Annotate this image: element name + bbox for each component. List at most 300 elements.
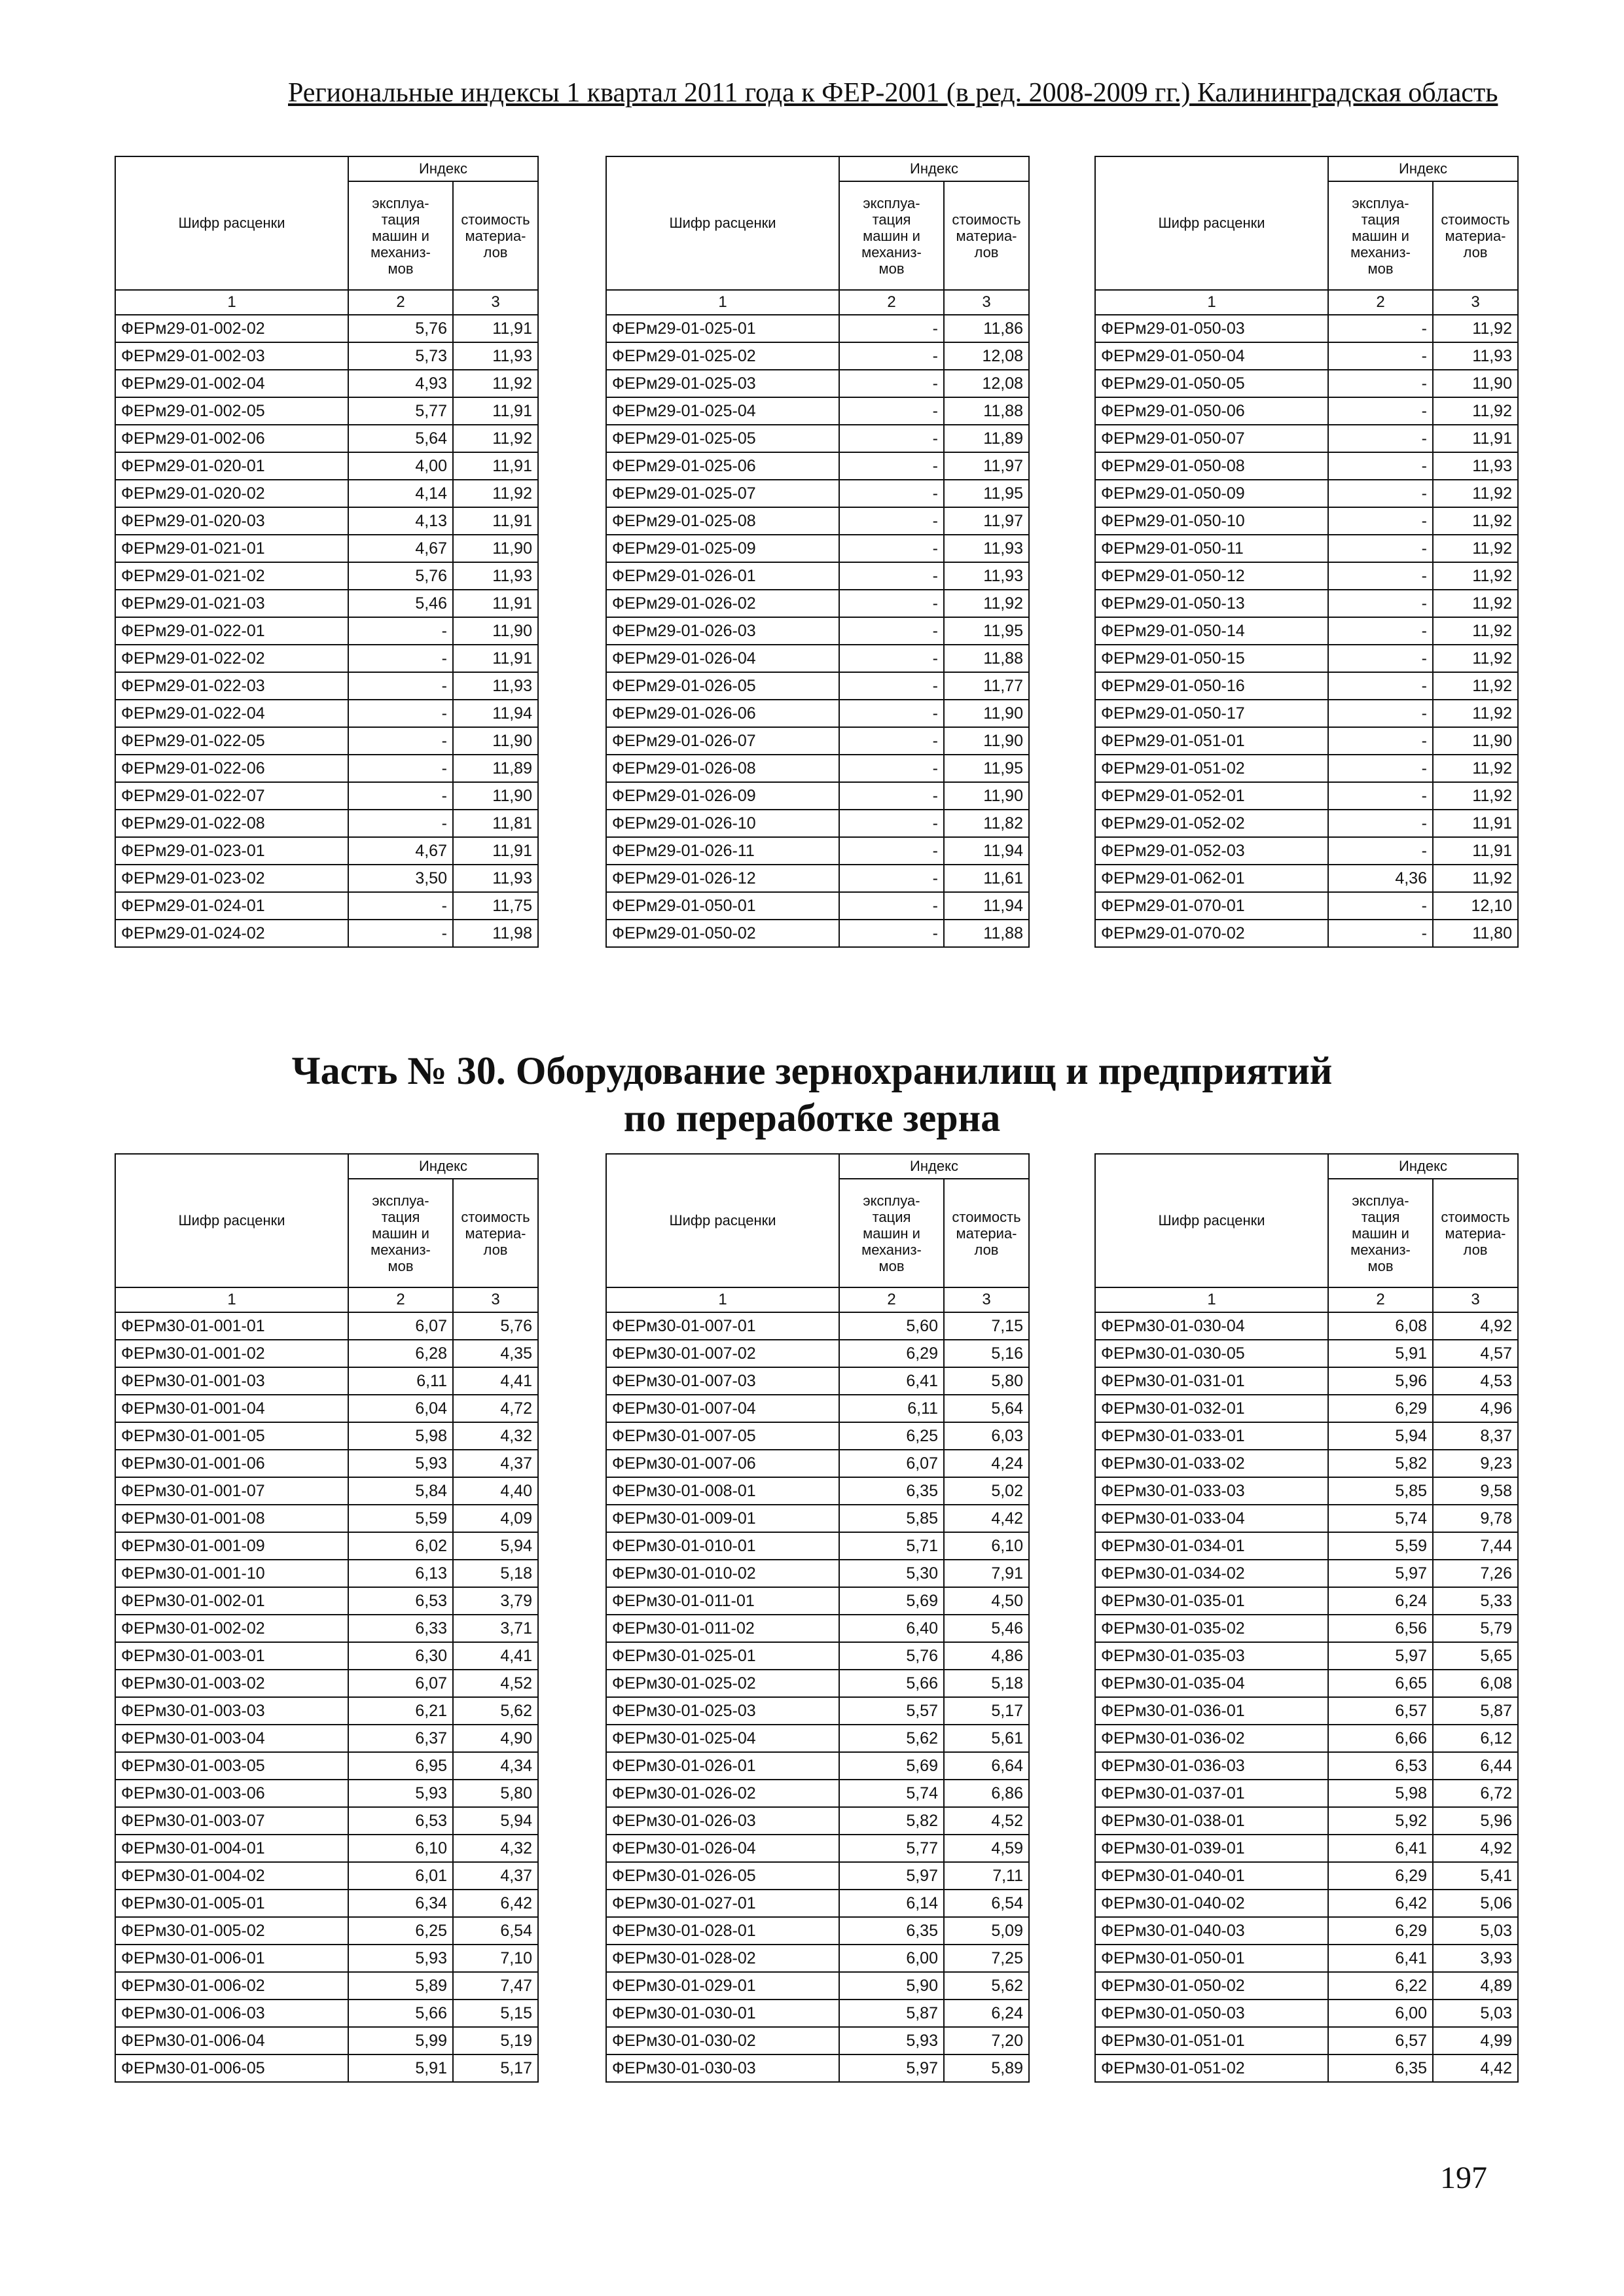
table-row: [1095, 1505, 1518, 1532]
table-row: [1095, 1890, 1518, 1917]
rate-code-cell: ФЕРм29-01-050-01: [606, 892, 839, 920]
table-row: [115, 315, 538, 342]
rate-code-cell: ФЕРм29-01-050-11: [1095, 535, 1328, 562]
rate-code-cell: ФЕРм30-01-035-03: [1095, 1642, 1328, 1670]
machines-index-cell: 5,97: [1328, 1642, 1433, 1670]
materials-index-cell: 11,94: [453, 700, 538, 727]
column-header-machines: эксплуа- тация машин и механиз- мов: [1328, 1179, 1433, 1287]
rate-code-cell: ФЕРм30-01-037-01: [1095, 1780, 1328, 1807]
materials-index-cell: 4,92: [1433, 1312, 1518, 1340]
machines-index-cell: 6,33: [348, 1615, 453, 1642]
machines-index-cell: -: [839, 645, 944, 672]
table-row: [1095, 315, 1518, 342]
materials-index-cell: 9,23: [1433, 1450, 1518, 1477]
table-row: [606, 920, 1029, 947]
table-row: [115, 755, 538, 782]
materials-index-cell: 5,80: [944, 1367, 1029, 1395]
machines-index-cell: 6,30: [348, 1642, 453, 1670]
rate-code-cell: ФЕРм30-01-002-01: [115, 1587, 348, 1615]
rate-code-cell: ФЕРм29-01-026-07: [606, 727, 839, 755]
rate-code-cell: ФЕРм30-01-001-06: [115, 1450, 348, 1477]
table-row: [606, 1367, 1029, 1395]
materials-index-cell: 4,59: [944, 1835, 1029, 1862]
materials-index-cell: 5,64: [944, 1395, 1029, 1422]
materials-index-cell: 5,94: [453, 1532, 538, 1560]
materials-index-cell: 11,91: [1433, 837, 1518, 865]
rate-code-cell: ФЕРм29-01-050-16: [1095, 672, 1328, 700]
column-header-materials: стоимость материа- лов: [453, 181, 538, 290]
rate-code-cell: ФЕРм29-01-026-09: [606, 782, 839, 810]
materials-index-cell: 3,71: [453, 1615, 538, 1642]
table-row: [606, 1835, 1029, 1862]
rate-code-cell: ФЕРм30-01-006-02: [115, 1972, 348, 2000]
rate-code-cell: ФЕРм29-01-050-02: [606, 920, 839, 947]
machines-index-cell: 4,67: [348, 535, 453, 562]
rate-code-cell: ФЕРм29-01-023-01: [115, 837, 348, 865]
machines-index-cell: 5,69: [839, 1752, 944, 1780]
table-row: [606, 1642, 1029, 1670]
materials-index-cell: 4,09: [453, 1505, 538, 1532]
materials-index-cell: 4,35: [453, 1340, 538, 1367]
rate-code-cell: ФЕРм30-01-026-03: [606, 1807, 839, 1835]
table-row: [606, 1340, 1029, 1367]
machines-index-cell: 5,59: [348, 1505, 453, 1532]
rate-code-cell: ФЕРм30-01-009-01: [606, 1505, 839, 1532]
rate-code-cell: ФЕРм30-01-031-01: [1095, 1367, 1328, 1395]
table-header-row: [115, 1154, 538, 1179]
rate-code-cell: ФЕРм29-01-022-02: [115, 645, 348, 672]
machines-index-cell: 4,00: [348, 452, 453, 480]
materials-index-cell: 4,53: [1433, 1367, 1518, 1395]
machines-index-cell: 5,98: [348, 1422, 453, 1450]
table-row: [1095, 1752, 1518, 1780]
table-row: [606, 425, 1029, 452]
rate-code-cell: ФЕРм29-01-070-02: [1095, 920, 1328, 947]
table-row: [115, 2027, 538, 2054]
table-row: [606, 2000, 1029, 2027]
table-row: [115, 920, 538, 947]
table-row: [606, 562, 1029, 590]
rate-code-cell: ФЕРм30-01-039-01: [1095, 1835, 1328, 1862]
materials-index-cell: 11,94: [944, 837, 1029, 865]
rate-code-cell: ФЕРм30-01-003-01: [115, 1642, 348, 1670]
materials-index-cell: 11,90: [1433, 727, 1518, 755]
materials-index-cell: 11,92: [1433, 590, 1518, 617]
materials-index-cell: 5,17: [944, 1697, 1029, 1725]
table-header-row: [1095, 156, 1518, 181]
machines-index-cell: 6,37: [348, 1725, 453, 1752]
rate-code-cell: ФЕРм29-01-026-12: [606, 865, 839, 892]
machines-index-cell: -: [839, 920, 944, 947]
rate-code-cell: ФЕРм30-01-025-04: [606, 1725, 839, 1752]
table-row: [1095, 1642, 1518, 1670]
machines-index-cell: -: [348, 920, 453, 947]
table-row: [606, 397, 1029, 425]
table-row: [1095, 727, 1518, 755]
table-row: [115, 2000, 538, 2027]
materials-index-cell: 4,37: [453, 1450, 538, 1477]
table-row: [1095, 1780, 1518, 1807]
machines-index-cell: 6,35: [839, 1477, 944, 1505]
table-row: [1095, 1422, 1518, 1450]
table-row: [1095, 2000, 1518, 2027]
table-row: [115, 782, 538, 810]
materials-index-cell: 5,76: [453, 1312, 538, 1340]
rate-code-cell: ФЕРм30-01-040-01: [1095, 1862, 1328, 1890]
machines-index-cell: 5,85: [839, 1505, 944, 1532]
materials-index-cell: 5,62: [453, 1697, 538, 1725]
rate-index-table: [605, 156, 1030, 948]
rate-code-cell: ФЕРм29-01-052-02: [1095, 810, 1328, 837]
table-row: [606, 535, 1029, 562]
rate-code-cell: ФЕРм29-01-051-01: [1095, 727, 1328, 755]
rate-code-cell: ФЕРм29-01-002-02: [115, 315, 348, 342]
rate-code-cell: ФЕРм30-01-026-01: [606, 1752, 839, 1780]
table-row: [1095, 1697, 1518, 1725]
materials-index-cell: 5,46: [944, 1615, 1029, 1642]
table-row: [115, 370, 538, 397]
machines-index-cell: 5,97: [839, 2054, 944, 2082]
materials-index-cell: 11,92: [453, 425, 538, 452]
materials-index-cell: 5,02: [944, 1477, 1029, 1505]
materials-index-cell: 5,65: [1433, 1642, 1518, 1670]
rate-code-cell: ФЕРм30-01-005-01: [115, 1890, 348, 1917]
machines-index-cell: -: [839, 507, 944, 535]
table-row: [115, 342, 538, 370]
table-row: [1095, 920, 1518, 947]
table-row: [606, 782, 1029, 810]
machines-index-cell: -: [1328, 452, 1433, 480]
rate-code-cell: ФЕРм29-01-025-01: [606, 315, 839, 342]
materials-index-cell: 11,80: [1433, 920, 1518, 947]
rate-code-cell: ФЕРм29-01-025-09: [606, 535, 839, 562]
rate-code-cell: ФЕРм30-01-030-02: [606, 2027, 839, 2054]
machines-index-cell: 5,62: [839, 1725, 944, 1752]
table-row: [1095, 425, 1518, 452]
materials-index-cell: 4,52: [944, 1807, 1029, 1835]
machines-index-cell: -: [1328, 920, 1433, 947]
rate-code-cell: ФЕРм30-01-026-05: [606, 1862, 839, 1890]
rate-code-cell: ФЕРм30-01-050-01: [1095, 1945, 1328, 1972]
rate-code-cell: ФЕРм30-01-028-02: [606, 1945, 839, 1972]
machines-index-cell: 3,50: [348, 865, 453, 892]
materials-index-cell: 4,96: [1433, 1395, 1518, 1422]
table-row: [606, 315, 1029, 342]
machines-index-cell: 5,64: [348, 425, 453, 452]
table-row: [606, 1422, 1029, 1450]
materials-index-cell: 9,78: [1433, 1505, 1518, 1532]
machines-index-cell: 5,82: [839, 1807, 944, 1835]
table-row: [606, 1697, 1029, 1725]
table-row: [1095, 892, 1518, 920]
rate-code-cell: ФЕРм29-01-026-11: [606, 837, 839, 865]
table-row: [606, 590, 1029, 617]
column-header-code: Шифр расценки: [115, 156, 348, 290]
rate-index-table: [115, 1153, 539, 2083]
materials-index-cell: 11,97: [944, 507, 1029, 535]
machines-index-cell: 5,77: [839, 1835, 944, 1862]
materials-index-cell: 11,91: [453, 645, 538, 672]
materials-index-cell: 11,93: [944, 535, 1029, 562]
table-row: [115, 1945, 538, 1972]
machines-index-cell: -: [839, 342, 944, 370]
table-row: [115, 1615, 538, 1642]
rate-code-cell: ФЕРм30-01-003-02: [115, 1670, 348, 1697]
machines-index-cell: 5,94: [1328, 1422, 1433, 1450]
table-row: [1095, 1532, 1518, 1560]
materials-index-cell: 5,62: [944, 1972, 1029, 2000]
table-row: [1095, 865, 1518, 892]
materials-index-cell: 11,90: [453, 727, 538, 755]
rate-code-cell: ФЕРм29-01-050-12: [1095, 562, 1328, 590]
table-row: [606, 342, 1029, 370]
rate-code-cell: ФЕРм30-01-007-04: [606, 1395, 839, 1422]
materials-index-cell: 5,06: [1433, 1890, 1518, 1917]
materials-index-cell: 9,58: [1433, 1477, 1518, 1505]
rate-code-cell: ФЕРм29-01-022-08: [115, 810, 348, 837]
column-number: 3: [1433, 290, 1518, 315]
column-number: 2: [1328, 1287, 1433, 1312]
table-row: [606, 1615, 1029, 1642]
page-number: 197: [1440, 2161, 1487, 2195]
table-row: [1095, 1862, 1518, 1890]
rate-code-cell: ФЕРм30-01-006-04: [115, 2027, 348, 2054]
materials-index-cell: 11,92: [1433, 672, 1518, 700]
materials-index-cell: 5,16: [944, 1340, 1029, 1367]
table-row: [606, 1587, 1029, 1615]
materials-index-cell: 11,88: [944, 920, 1029, 947]
rate-code-cell: ФЕРм30-01-025-03: [606, 1697, 839, 1725]
materials-index-cell: 5,33: [1433, 1587, 1518, 1615]
materials-index-cell: 11,94: [944, 892, 1029, 920]
rate-code-cell: ФЕРм29-01-020-01: [115, 452, 348, 480]
machines-index-cell: 6,35: [839, 1917, 944, 1945]
rate-code-cell: ФЕРм30-01-001-10: [115, 1560, 348, 1587]
machines-index-cell: 6,65: [1328, 1670, 1433, 1697]
column-group-index: Индекс: [1328, 1154, 1518, 1179]
materials-index-cell: 6,42: [453, 1890, 538, 1917]
table-row: [115, 1725, 538, 1752]
rate-code-cell: ФЕРм30-01-007-05: [606, 1422, 839, 1450]
rate-code-cell: ФЕРм30-01-029-01: [606, 1972, 839, 2000]
materials-index-cell: 11,82: [944, 810, 1029, 837]
machines-index-cell: 5,89: [348, 1972, 453, 2000]
rate-code-cell: ФЕРм29-01-025-02: [606, 342, 839, 370]
machines-index-cell: 6,00: [1328, 2000, 1433, 2027]
materials-index-cell: 6,72: [1433, 1780, 1518, 1807]
rate-code-cell: ФЕРм30-01-033-03: [1095, 1477, 1328, 1505]
machines-index-cell: 6,56: [1328, 1615, 1433, 1642]
column-header-materials: стоимость материа- лов: [1433, 181, 1518, 290]
rate-index-table: [115, 156, 539, 948]
machines-index-cell: 6,29: [1328, 1395, 1433, 1422]
machines-index-cell: 6,57: [1328, 1697, 1433, 1725]
materials-index-cell: 11,95: [944, 617, 1029, 645]
machines-index-cell: -: [1328, 672, 1433, 700]
machines-index-cell: -: [839, 370, 944, 397]
table-row: [606, 1312, 1029, 1340]
rate-code-cell: ФЕРм30-01-007-01: [606, 1312, 839, 1340]
table-row: [1095, 1670, 1518, 1697]
table-row: [1095, 1560, 1518, 1587]
column-group-index: Индекс: [348, 156, 538, 181]
machines-index-cell: 6,07: [348, 1312, 453, 1340]
rate-code-cell: ФЕРм29-01-025-03: [606, 370, 839, 397]
column-header-machines: эксплуа- тация машин и механиз- мов: [1328, 181, 1433, 290]
rate-code-cell: ФЕРм29-01-070-01: [1095, 892, 1328, 920]
machines-index-cell: 6,11: [839, 1395, 944, 1422]
rate-code-cell: ФЕРм30-01-026-02: [606, 1780, 839, 1807]
machines-index-cell: 5,66: [348, 2000, 453, 2027]
rate-code-cell: ФЕРм30-01-010-01: [606, 1532, 839, 1560]
machines-index-cell: -: [1328, 507, 1433, 535]
rate-code-cell: ФЕРм29-01-022-03: [115, 672, 348, 700]
machines-index-cell: 6,34: [348, 1890, 453, 1917]
section-title-line-1: Часть № 30. Оборудование зернохранилищ и предприятий: [291, 1049, 1333, 1092]
table-header-row: [606, 156, 1029, 181]
rate-code-cell: ФЕРм30-01-003-06: [115, 1780, 348, 1807]
materials-index-cell: 8,37: [1433, 1422, 1518, 1450]
machines-index-cell: 5,74: [1328, 1505, 1433, 1532]
materials-index-cell: 5,17: [453, 2054, 538, 2082]
materials-index-cell: 4,52: [453, 1670, 538, 1697]
materials-index-cell: 5,87: [1433, 1697, 1518, 1725]
rate-code-cell: ФЕРм30-01-035-02: [1095, 1615, 1328, 1642]
column-number: 2: [348, 1287, 453, 1312]
machines-index-cell: -: [839, 865, 944, 892]
rate-code-cell: ФЕРм29-01-021-01: [115, 535, 348, 562]
table-row: [115, 590, 538, 617]
column-number: 2: [839, 1287, 944, 1312]
materials-index-cell: 11,92: [1433, 480, 1518, 507]
materials-index-cell: 5,94: [453, 1807, 538, 1835]
table-header-row: [1095, 1154, 1518, 1179]
table-row: [606, 452, 1029, 480]
table-row: [115, 480, 538, 507]
materials-index-cell: 6,08: [1433, 1670, 1518, 1697]
rate-code-cell: ФЕРм30-01-030-05: [1095, 1340, 1328, 1367]
materials-index-cell: 5,03: [1433, 1917, 1518, 1945]
materials-index-cell: 11,92: [944, 590, 1029, 617]
table-row: [115, 1752, 538, 1780]
materials-index-cell: 5,79: [1433, 1615, 1518, 1642]
machines-index-cell: 5,57: [839, 1697, 944, 1725]
materials-index-cell: 6,12: [1433, 1725, 1518, 1752]
machines-index-cell: 6,10: [348, 1835, 453, 1862]
table-row: [606, 865, 1029, 892]
rate-code-cell: ФЕРм30-01-040-03: [1095, 1917, 1328, 1945]
machines-index-cell: 5,96: [1328, 1367, 1433, 1395]
table-row: [115, 617, 538, 645]
rate-code-cell: ФЕРм29-01-050-07: [1095, 425, 1328, 452]
machines-index-cell: -: [1328, 397, 1433, 425]
table-row: [115, 1917, 538, 1945]
materials-index-cell: 3,79: [453, 1587, 538, 1615]
materials-index-cell: 5,89: [944, 2054, 1029, 2082]
table-row: [1095, 645, 1518, 672]
machines-index-cell: -: [839, 782, 944, 810]
machines-index-cell: 6,02: [348, 1532, 453, 1560]
rate-code-cell: ФЕРм29-01-050-08: [1095, 452, 1328, 480]
machines-index-cell: -: [348, 672, 453, 700]
column-group-index: Индекс: [839, 156, 1029, 181]
materials-index-cell: 11,81: [453, 810, 538, 837]
table-row: [115, 810, 538, 837]
materials-index-cell: 11,93: [1433, 452, 1518, 480]
rate-code-cell: ФЕРм29-01-050-13: [1095, 590, 1328, 617]
rate-code-cell: ФЕРм30-01-050-03: [1095, 2000, 1328, 2027]
machines-index-cell: 4,67: [348, 837, 453, 865]
column-header-code: Шифр расценки: [1095, 156, 1328, 290]
materials-index-cell: 11,90: [453, 535, 538, 562]
column-number: 3: [1433, 1287, 1518, 1312]
materials-index-cell: 6,10: [944, 1532, 1029, 1560]
machines-index-cell: 5,60: [839, 1312, 944, 1340]
machines-index-cell: 6,42: [1328, 1890, 1433, 1917]
rate-code-cell: ФЕРм30-01-040-02: [1095, 1890, 1328, 1917]
machines-index-cell: -: [1328, 892, 1433, 920]
materials-index-cell: 11,88: [944, 645, 1029, 672]
column-header-machines: эксплуа- тация машин и механиз- мов: [839, 1179, 944, 1287]
rate-code-cell: ФЕРм30-01-007-06: [606, 1450, 839, 1477]
materials-index-cell: 12,08: [944, 342, 1029, 370]
machines-index-cell: -: [839, 590, 944, 617]
column-number: 3: [944, 290, 1029, 315]
rate-code-cell: ФЕРм30-01-011-01: [606, 1587, 839, 1615]
machines-index-cell: -: [1328, 617, 1433, 645]
materials-index-cell: 5,15: [453, 2000, 538, 2027]
table-row: [1095, 480, 1518, 507]
materials-index-cell: 11,90: [1433, 370, 1518, 397]
materials-index-cell: 7,91: [944, 1560, 1029, 1587]
rate-code-cell: ФЕРм30-01-025-01: [606, 1642, 839, 1670]
rate-code-cell: ФЕРм30-01-034-01: [1095, 1532, 1328, 1560]
rate-code-cell: ФЕРм29-01-002-06: [115, 425, 348, 452]
machines-index-cell: -: [839, 397, 944, 425]
table-row: [606, 727, 1029, 755]
materials-index-cell: 4,40: [453, 1477, 538, 1505]
rate-index-table: [1094, 1153, 1519, 2083]
table-row: [1095, 837, 1518, 865]
table-row: [1095, 1587, 1518, 1615]
materials-index-cell: 6,64: [944, 1752, 1029, 1780]
table-row: [606, 480, 1029, 507]
materials-index-cell: 11,98: [453, 920, 538, 947]
machines-index-cell: -: [1328, 700, 1433, 727]
materials-index-cell: 6,24: [944, 2000, 1029, 2027]
table-row: [606, 810, 1029, 837]
materials-index-cell: 11,97: [944, 452, 1029, 480]
materials-index-cell: 11,92: [1433, 617, 1518, 645]
materials-index-cell: 5,18: [453, 1560, 538, 1587]
machines-index-cell: 5,66: [839, 1670, 944, 1697]
table-row: [115, 892, 538, 920]
rate-code-cell: ФЕРм30-01-001-02: [115, 1340, 348, 1367]
column-header-materials: стоимость материа- лов: [453, 1179, 538, 1287]
materials-index-cell: 4,32: [453, 1422, 538, 1450]
materials-index-cell: 4,86: [944, 1642, 1029, 1670]
machines-index-cell: 5,77: [348, 397, 453, 425]
materials-index-cell: 11,90: [453, 782, 538, 810]
machines-index-cell: 5,46: [348, 590, 453, 617]
rate-code-cell: ФЕРм29-01-025-05: [606, 425, 839, 452]
materials-index-cell: 4,92: [1433, 1835, 1518, 1862]
machines-index-cell: 5,93: [348, 1780, 453, 1807]
machines-index-cell: 6,00: [839, 1945, 944, 1972]
column-group-index: Индекс: [348, 1154, 538, 1179]
table-row: [115, 1642, 538, 1670]
table-row: [1095, 370, 1518, 397]
